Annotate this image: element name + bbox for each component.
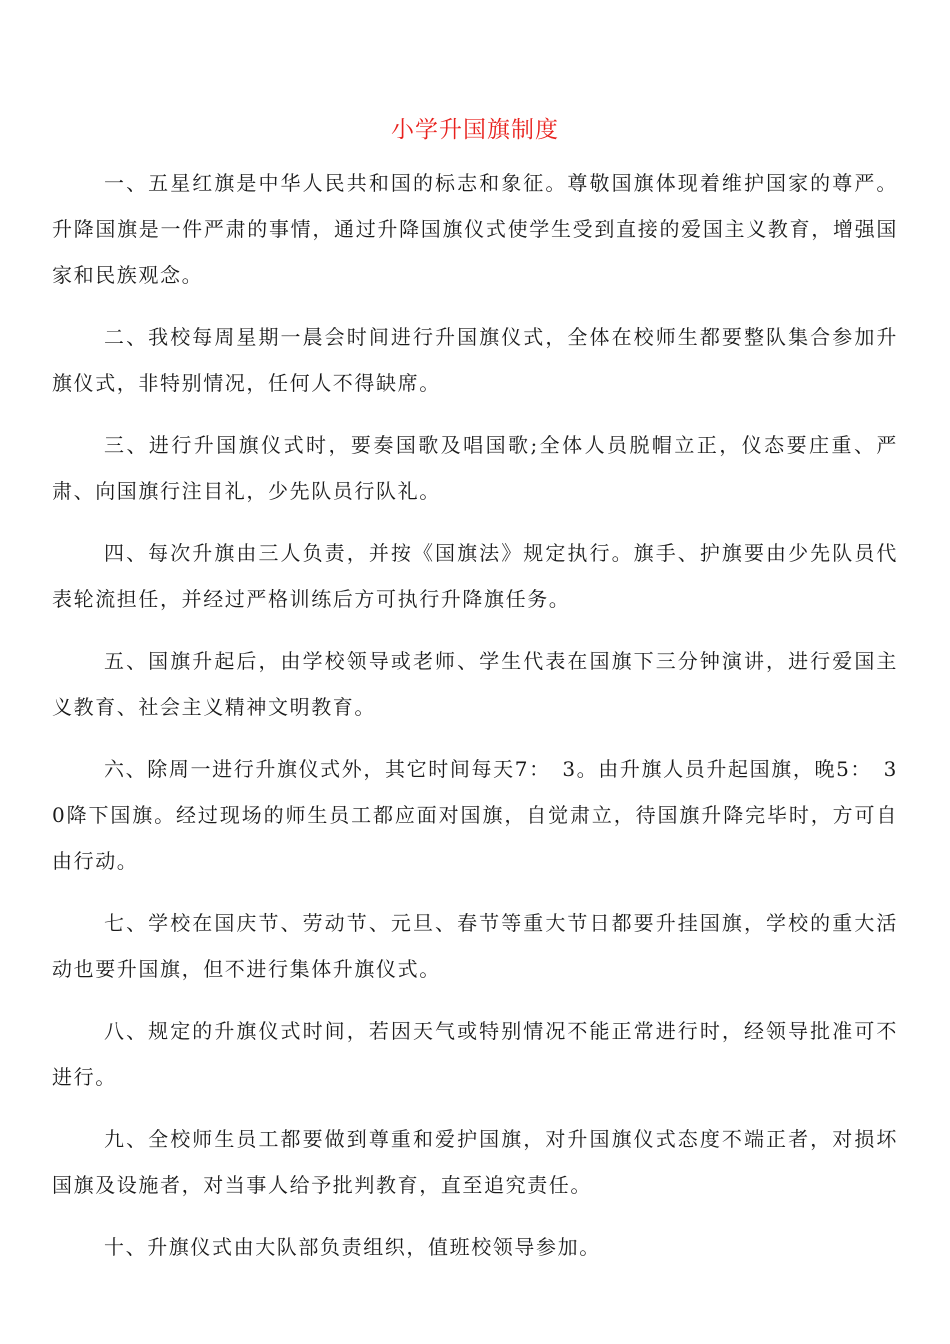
paragraph-5: 五、国旗升起后，由学校领导或老师、学生代表在国旗下三分钟演讲，进行爱国主义教育、社会主义精神文明教育。 — [52, 649, 898, 719]
paragraph-7: 七、学校在国庆节、劳动节、元旦、春节等重大节日都要升挂国旗，学校的重大活动也要升国旗，但不进行集体升旗仪式。 — [52, 911, 898, 981]
paragraph-2: 二、我校每周星期一晨会时间进行升国旗仪式，全体在校师生都要整队集合参加升旗仪式，非特别情况，任何人不得缺席。 — [52, 325, 898, 395]
paragraph-9: 九、全校师生员工都要做到尊重和爱护国旗，对升国旗仪式态度不端正者，对损坏国旗及设施者，对当事人给予批判教育，直至追究责任。 — [52, 1127, 898, 1197]
paragraph-4: 四、每次升旗由三人负责，并按《国旗法》规定执行。旗手、护旗要由少先队员代表轮流担任，并经过严格训练后方可执行升降旗任务。 — [52, 541, 898, 611]
document-body — [52, 160, 898, 1286]
paragraph-10: 十、升旗仪式由大队部负责组织，值班校领导参加。 — [104, 1235, 601, 1259]
paragraph-1: 一、五星红旗是中华人民共和国的标志和象征。尊敬国旗体现着维护国家的尊严。升降国旗是一件严肃的事情，通过升降国旗仪式使学生受到直接的爱国主义教育，增强国家和民族观念。 — [52, 171, 898, 287]
paragraph-8: 八、规定的升旗仪式时间，若因天气或特别情况不能正常进行时，经领导批准可不进行。 — [52, 1019, 898, 1089]
paragraph-6: 六、除周一进行升旗仪式外，其它时间每天7： 3。由升旗人员升起国旗，晚5： 30降下国旗。经过现场的师生员工都应面对国旗，自觉肃立，待国旗升降完毕时，方可自由行动。 — [52, 757, 898, 873]
paragraph-3: 三、进行升国旗仪式时，要奏国歌及唱国歌;全体人员脱帽立正，仪态要庄重、严肃、向国旗行注目礼，少先队员行队礼。 — [52, 433, 898, 503]
document-title: 小学升国旗制度 — [391, 117, 559, 143]
